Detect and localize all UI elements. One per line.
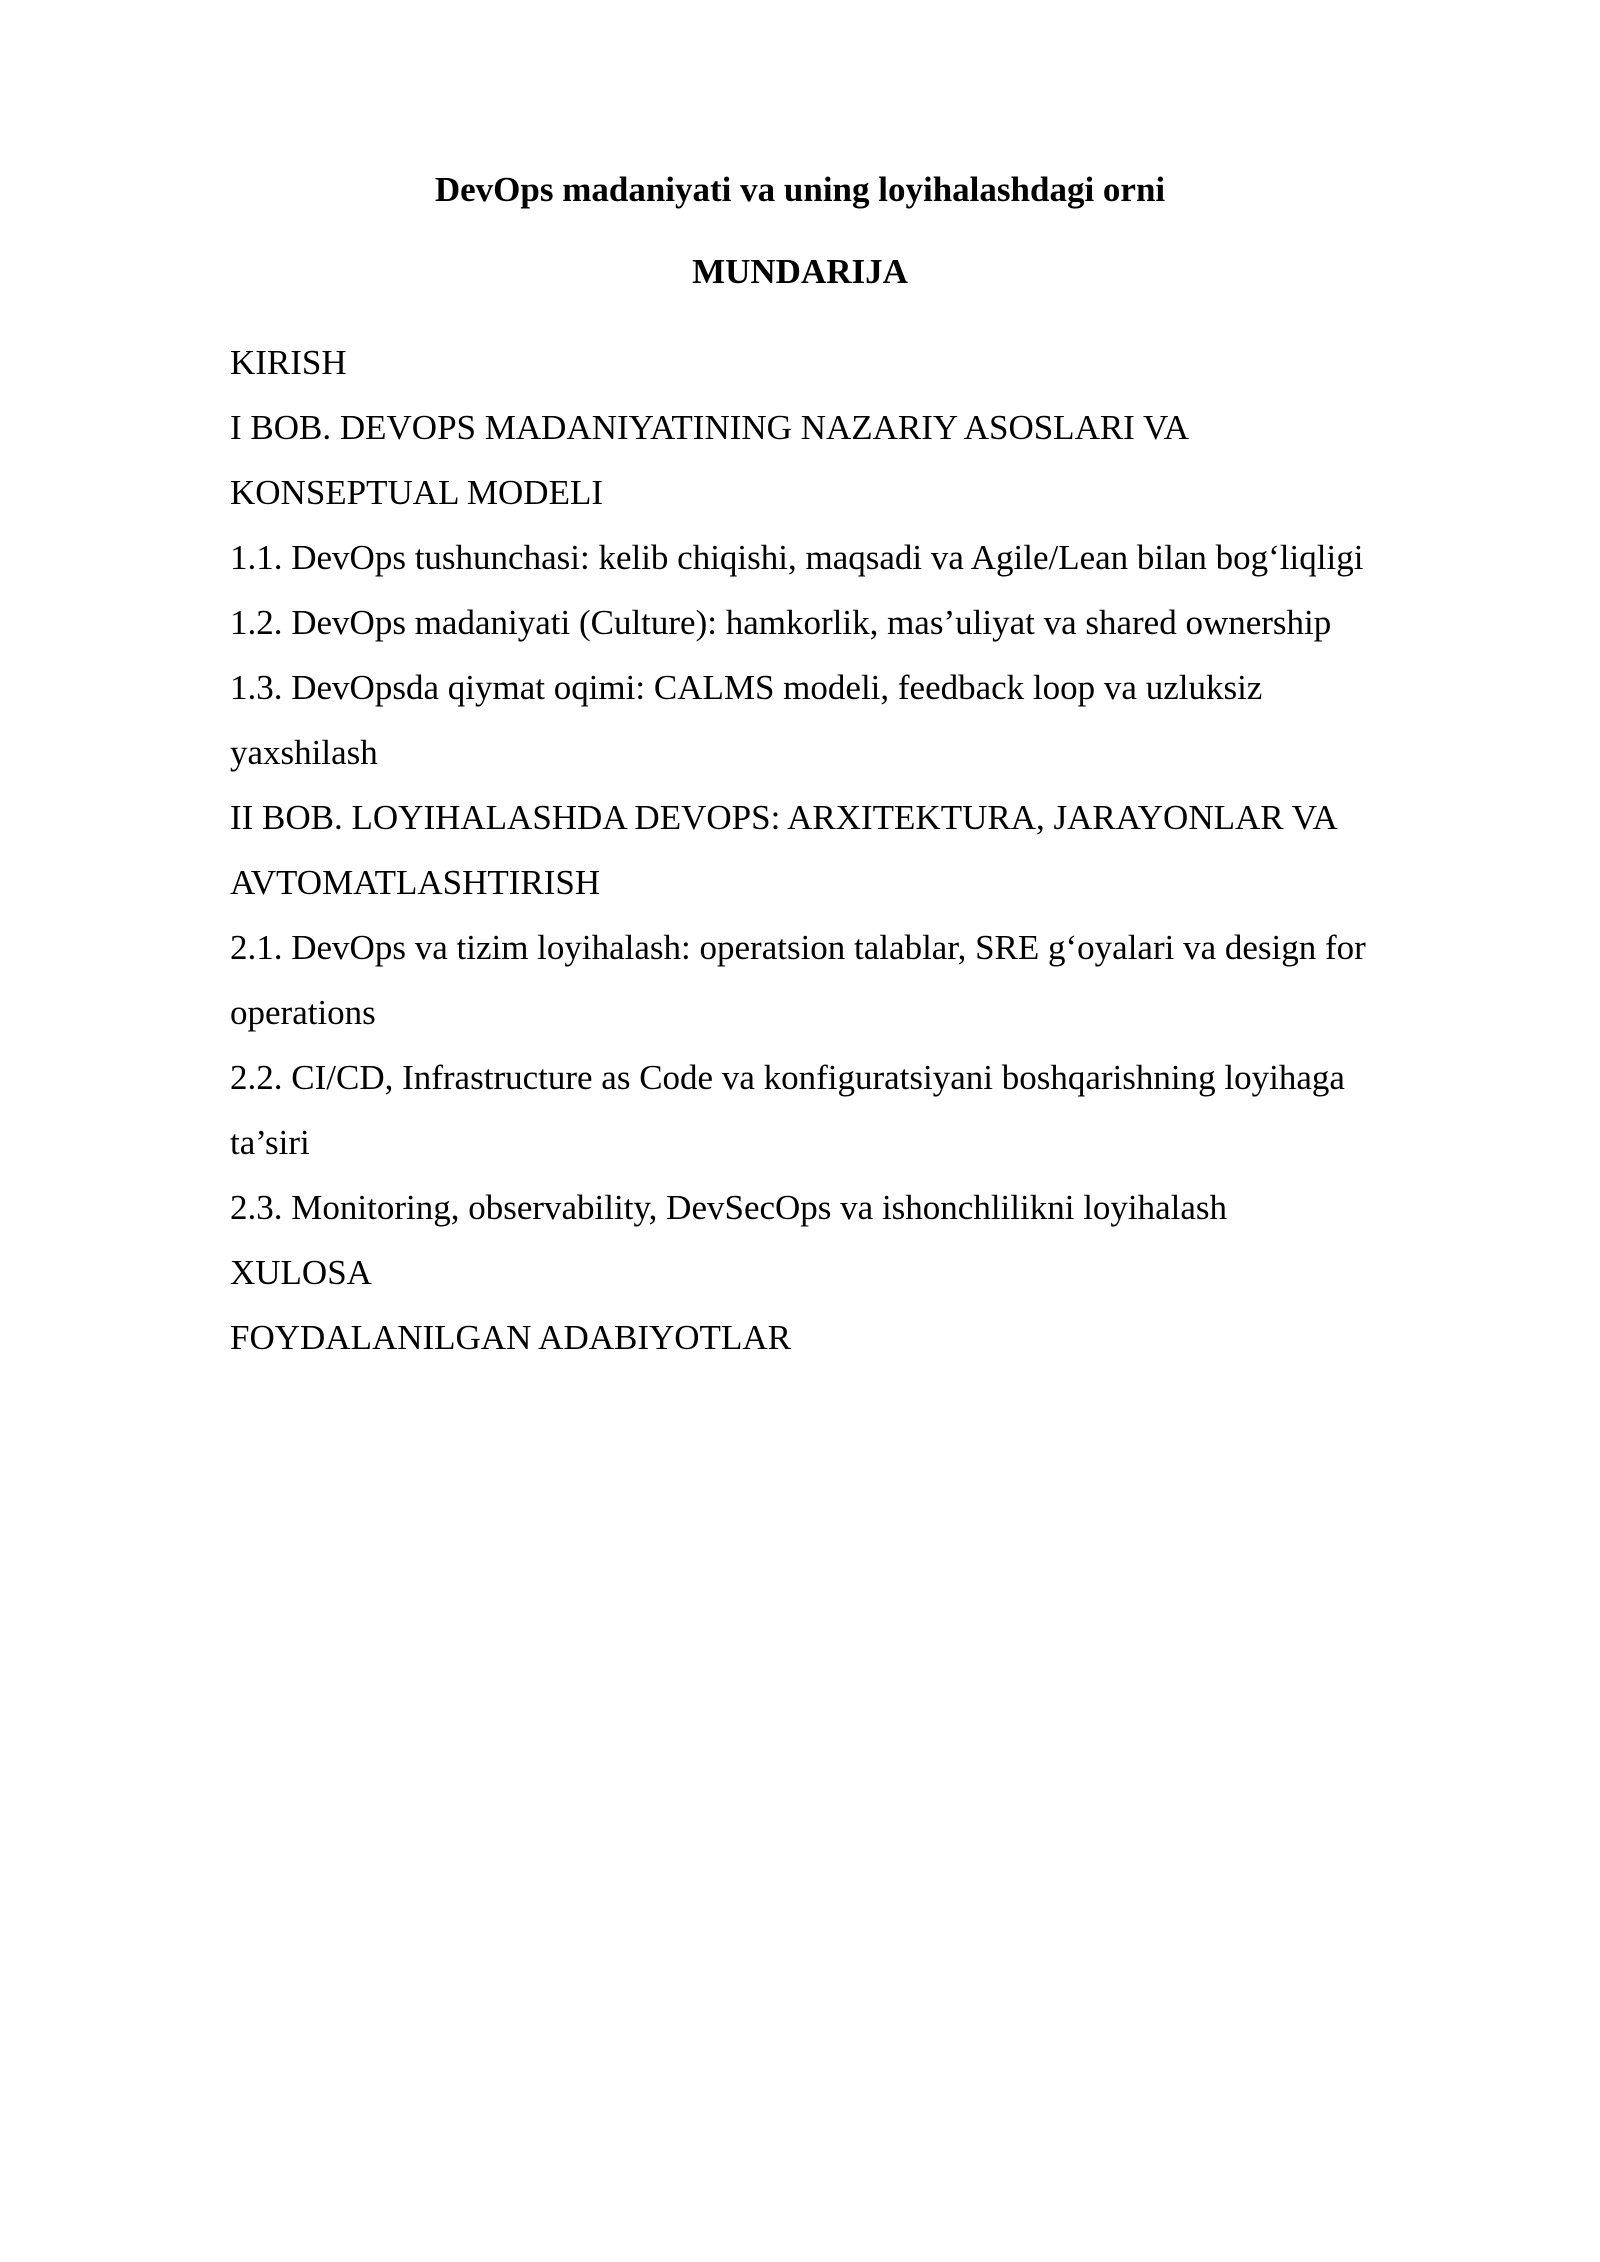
toc-entry-section-1-1: 1.1. DevOps tushunchasi: kelib chiqishi, maqsadi va Agile/Lean bilan bog‘liqligi — [230, 538, 1364, 577]
toc-entry-section-1-2: 1.2. DevOps madaniyati (Culture): hamkorlik, mas’uliyat va shared ownership — [230, 603, 1332, 642]
toc-entry-chapter-1-cont: KONSEPTUAL MODELI — [230, 473, 603, 512]
toc-entry-section-1-3: 1.3. DevOpsda qiymat oqimi: CALMS modeli, feedback loop va uzluksiz — [230, 668, 1263, 707]
table-of-contents — [230, 330, 1480, 1370]
toc-entry-section-1-3-cont: yaxshilash — [230, 733, 378, 772]
toc-entry-chapter-1: I BOB. DEVOPS MADANIYATINING NAZARIY ASOSLARI VA — [230, 408, 1189, 447]
toc-entry-chapter-2-cont: AVTOMATLASHTIRISH — [230, 863, 601, 902]
toc-entry-section-2-3: 2.3. Monitoring, observability, DevSecOps va ishonchlilikni loyihalash — [230, 1188, 1228, 1227]
toc-entry-section-2-2-cont: ta’siri — [230, 1123, 310, 1162]
toc-entry-section-2-1: 2.1. DevOps va tizim loyihalash: operatsion talablar, SRE g‘oyalari va design for — [230, 928, 1366, 967]
toc-entry-section-2-1-cont: operations — [230, 993, 376, 1032]
toc-entry-conclusion: XULOSA — [230, 1253, 372, 1292]
toc-entry-introduction: KIRISH — [230, 343, 347, 382]
document-title: DevOps madaniyati va uning loyihalashdagi orni — [434, 170, 1166, 209]
toc-heading: MUNDARIJA — [692, 252, 908, 291]
toc-entry-chapter-2: II BOB. LOYIHALASHDA DEVOPS: ARXITEKTURA, JARAYONLAR VA — [230, 798, 1338, 837]
toc-entry-references: FOYDALANILGAN ADABIYOTLAR — [230, 1318, 791, 1357]
toc-entry-section-2-2: 2.2. CI/CD, Infrastructure as Code va konfiguratsiyani boshqarishning loyihaga — [230, 1058, 1345, 1097]
